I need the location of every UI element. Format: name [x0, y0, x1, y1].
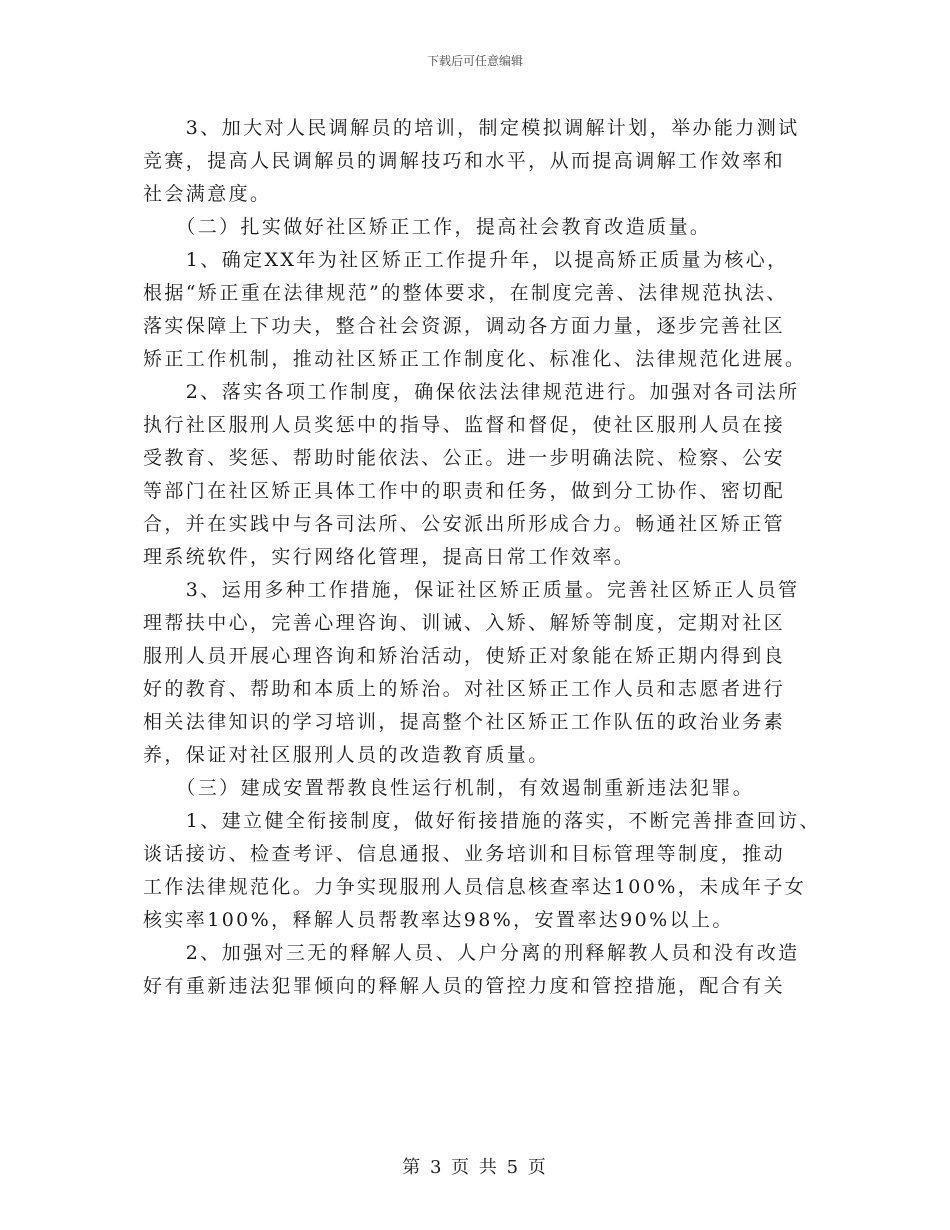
text-line: 谈话接访、检查考评、信息通报、业务培训和目标管理等制度，推动	[143, 843, 786, 865]
paragraph-1-correction-year	[143, 244, 813, 376]
text-line: 服刑人员开展心理咨询和矫治活动，使矫正对象能在矫正期内得到良	[143, 645, 786, 667]
text-line: 社会满意度。	[143, 183, 272, 205]
footer-prefix: 第	[402, 1157, 423, 1178]
text-line: 等部门在社区矫正具体工作中的职责和任务，做到分工协作、密切配	[143, 480, 786, 502]
text-line: 3、运用多种工作措施，保证社区矫正质量。完善社区矫正人员管	[143, 579, 800, 601]
total-page-count: 5	[506, 1157, 521, 1178]
footer-middle: 页 共	[451, 1157, 499, 1178]
text-line: 执行社区服刑人员奖惩中的指导、监督和督促，使社区服刑人员在接	[143, 414, 786, 436]
text-line: 矫正工作机制，推动社区矫正工作制度化、标准化、法律规范化进展。	[143, 348, 807, 370]
paragraph-2-work-systems	[143, 376, 813, 574]
paragraph-2-control-measures	[143, 937, 813, 1003]
text-line: 2、落实各项工作制度，确保依法法律规范进行。加强对各司法所	[143, 381, 800, 403]
page-number-footer	[0, 1153, 950, 1179]
document-body	[143, 112, 821, 1003]
paragraph-3-correction-quality	[143, 574, 813, 772]
section-heading-3	[143, 772, 813, 805]
text-line: 3、加大对人民调解员的培训，制定模拟调解计划，举办能力测试	[143, 117, 800, 139]
text-line: （三）建成安置帮教良性运行机制，有效遏制重新违法犯罪。	[143, 777, 755, 799]
current-page-number: 3	[429, 1157, 444, 1178]
text-line: 工作法律规范化。力争实现服刑人员信息核查率达100%，未成年子女	[143, 876, 807, 898]
text-line: 相关法律知识的学习培训，提高整个社区矫正工作队伍的政治业务素	[143, 711, 786, 733]
text-line: 理系统软件，实行网络化管理，提高日常工作效率。	[143, 546, 636, 568]
text-line: 理帮扶中心，完善心理咨询、训诫、入矫、解矫等制度，定期对社区	[143, 612, 786, 634]
text-line: 受教育、奖惩、帮助时能依法、公正。进一步明确法院、检察、公安	[143, 447, 786, 469]
text-line: 好的教育、帮助和本质上的矫治。对社区矫正工作人员和志愿者进行	[143, 678, 786, 700]
text-line: 好有重新违法犯罪倾向的释解人员的管控力度和管控措施，配合有关	[143, 975, 786, 997]
text-line: 核实率100%，释解人员帮教率达98%，安置率达90%以上。	[143, 909, 734, 931]
text-line: （二）扎实做好社区矫正工作，提高社会教育改造质量。	[143, 216, 712, 238]
text-line: 2、加强对三无的释解人员、人户分离的刑释解教人员和没有改造	[143, 942, 800, 964]
text-line: 合，并在实践中与各司法所、公安派出所形成合力。畅通社区矫正管	[143, 513, 786, 535]
text-line: 养，保证对社区服刑人员的改造教育质量。	[143, 744, 550, 766]
section-heading-2	[143, 211, 813, 244]
paragraph-3-mediator-training	[143, 112, 813, 211]
paragraph-1-handover-system	[143, 805, 821, 937]
text-line: 竞赛，提高人民调解员的调解技巧和水平，从而提高调解工作效率和	[143, 150, 786, 172]
text-line: 根据“矫正重在法律规范”的整体要求，在制度完善、法律规范执法、	[143, 282, 788, 304]
footer-suffix: 页	[527, 1157, 548, 1178]
text-line: 1、建立健全衔接制度，做好衔接措施的落实，不断完善排查回访、	[143, 810, 821, 832]
page-header-note: 下载后可任意编辑	[426, 54, 523, 68]
text-line: 1、确定XX年为社区矫正工作提升年，以提高矫正质量为核心，	[143, 249, 789, 271]
text-line: 落实保障上下功夫，整合社会资源，调动各方面力量，逐步完善社区	[143, 315, 786, 337]
